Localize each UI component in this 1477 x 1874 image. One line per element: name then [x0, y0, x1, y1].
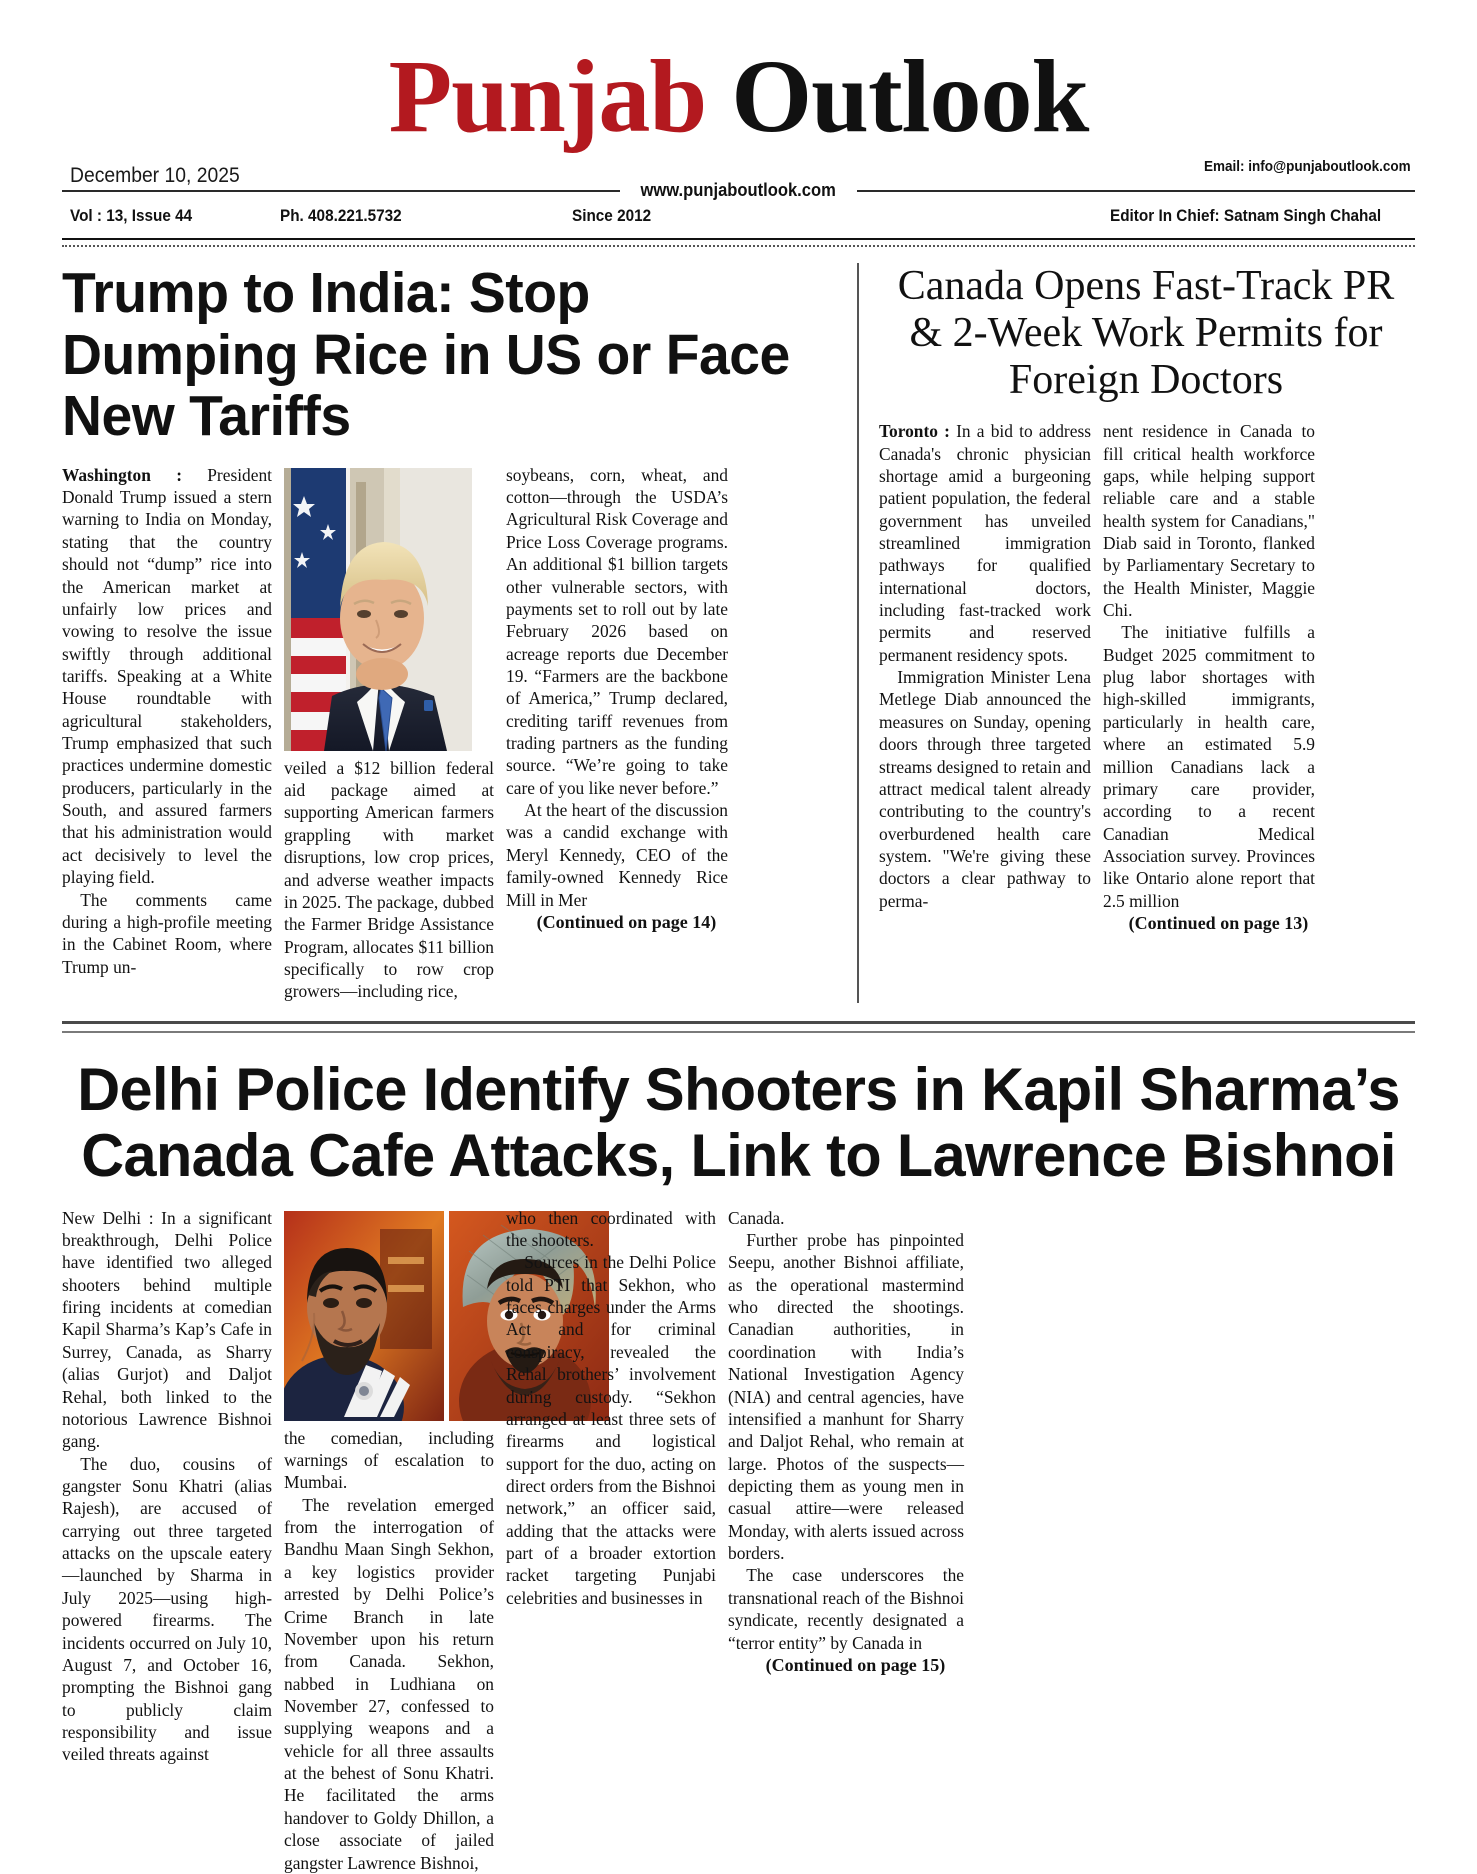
dateline: New Delhi :: [62, 1207, 162, 1228]
secondary-story-columns: [879, 420, 1413, 935]
paragraph: Immigration Minister Lena Metlege Diab announced the measures on Sunday, opening doors through three targeted streams designed to retain and attract medical talent already contributing to the country's overburdened health care system. "We're giving these doctors a clear pathway to perma-: [879, 667, 1091, 911]
top-section: [62, 263, 1415, 1003]
masthead-info-row-2: [62, 202, 1415, 236]
paragraph-text: In a bid to address Canada's chronic physician shortage amid a burgeoning patient population, the federal government has unveiled streamlined immigration pathways for qualified international doctors, including fast-tracked work permits and reserved permanent residency spots.: [879, 421, 1091, 665]
section-divider: [62, 1021, 1415, 1033]
paragraph: The duo, cousins of gangster Sonu Khatri (alias Rajesh), are accused of carrying out three targeted attacks on the upscale eatery—launched by Sharma in July 2025—using high-powered firearms. The incidents occurred on July 10, August 7, and October 16, prompting the Bishnoi gang to publicly claim responsibility and issue veiled threats against: [62, 1453, 272, 1765]
bottom-story-columns: [62, 1207, 1415, 1874]
lead-story-column-1: [62, 464, 284, 1003]
editor-in-chief: Editor In Chief: Satnam Singh Chahal: [1109, 206, 1381, 226]
bottom-story-headline[interactable]: Delhi Police Identify Shooters in Kapil Sharma’s Canada Cafe Attacks, Link to Lawrence Bishnoi: [77, 1055, 1400, 1189]
paragraph: The revelation emerged from the interrogation of Bandhu Maan Singh Sekhon, a key logistics provider arrested by Delhi Police’s Crime Branch in late November upon his return from Canada. Sekhon, nabbed in Ludhiana on November 27, confessed to supplying weapons and a vehicle for all three assaults at the behest of Sonu Khatri. He facilitated the arms handover to Goldy Dhillon, a close associate of jailed gangster Lawrence Bishnoi,: [284, 1494, 494, 1873]
paragraph: veiled a $12 billion federal aid package aimed at supporting American farmers grappling with market disruptions, low crop prices, and adverse weather impacts in 2025. The package, dubbed the Farmer Bridge Assistance Program, allocates $11 billion specifically to row crop growers—including rice,: [284, 757, 494, 1002]
continued-on-page[interactable]: (Continued on page 13): [1128, 913, 1309, 934]
paragraph: Sources in the Delhi Police told PTI that Sekhon, who faces charges under the Arms Act and for criminal conspiracy, revealed the Rehal brothers’ involvement during custody. “Sekhon arranged at least three sets of firearms and logistical support for the duo, acting on direct orders from the Bishnoi network,” an officer said, adding that the attacks were part of a broader extortion racket targeting Punjabi celebrities and businesses in: [506, 1252, 716, 1608]
masthead: [62, 0, 1415, 247]
lead-story-column-3: [506, 464, 728, 1003]
rule-left: [62, 190, 620, 192]
lead-story-headline[interactable]: Trump to India: Stop Dumping Rice in US or Face New Tariffs: [62, 261, 790, 449]
dateline: Washington :: [62, 464, 208, 485]
secondary-story: [857, 263, 1413, 1003]
volume-issue: Vol : 13, Issue 44: [70, 206, 193, 226]
paragraph-text: President Donald Trump issued a stern warning to India on Monday, stating that the country should not “dump” rice into the American market at unfairly low prices and vowing to resolve the issue swiftly through additional tariffs. Speaking at a White House roundtable with agricultural stakeholders, Trump emphasized that such practices undermine domestic producers, particularly in the South, and assured farmers that his administration would act decisively to level the playing field.: [62, 464, 272, 888]
paragraph: nent residence in Canada to fill critical health workforce gaps, while helping support reliable care and a stable health system for Canadians," Diab said in Toronto, flanked by Parliamentary Secretary to the Health Minister, Maggie Chi.: [1103, 421, 1315, 621]
paragraph: Canada.: [728, 1207, 785, 1228]
paragraph: The initiative fulfills a Budget 2025 commitment to plug labor shortages with high-skilled immigrants, particularly in health care, where an estimated 5.9 million Canadians lack a primary care provider, according to a recent Canadian Medical Association survey. Provinces like Ontario alone report that 2.5 million: [1103, 622, 1315, 911]
continued-on-page[interactable]: (Continued on page 14): [536, 911, 717, 932]
secondary-story-column-1: [879, 420, 1103, 935]
trump-photo-image: [284, 468, 472, 751]
publication-date: December 10, 2025: [70, 164, 240, 188]
newspaper-title-outlook: Outlook: [706, 39, 1089, 154]
secondary-story-column-2: [1103, 420, 1315, 935]
bottom-story-column-1: [62, 1207, 284, 1874]
paragraph: [62, 1207, 272, 1453]
paragraph-text: In a significant breakthrough, Delhi Police have identified two alleged shooters behind multiple firing incidents at comedian Kapil Sharma’s Kap’s Cafe in Surrey, Canada, as Sharry (alias Gurjot) and Daljot Rehal, both linked to the notorious Lawrence Bishnoi gang.: [62, 1207, 272, 1452]
website-rule-row: [62, 180, 1415, 201]
dateline: Toronto :: [879, 421, 957, 442]
masthead-divider: [62, 238, 1415, 247]
paragraph: Further probe has pinpointed Seepu, another Bishnoi affiliate, as the operational mastermind who directed the shootings. Canadian authorities, in coordination with India’s National Investigation Agency (NIA) and central agencies, have intensified a manhunt for Sharry and Daljot Rehal, who remain at large. Photos of the suspects—depicting them as young men in casual attire—were released Monday, with alerts issued across borders.: [728, 1230, 964, 1564]
paragraph: The comments came during a high-profile meeting in the Cabinet Room, where Trump un-: [62, 889, 272, 977]
bottom-story-column-4: [728, 1207, 964, 1874]
bottom-story-column-3: [506, 1207, 728, 1874]
paragraph: [879, 420, 1091, 666]
contact-email[interactable]: Email: info@punjaboutlook.com: [1204, 158, 1411, 176]
paragraph: soybeans, corn, wheat, and cotton—through the USDA’s Agricultural Risk Coverage and Price Loss Coverage programs. An additional $1 billion targets other vulnerable sectors, with payments set to roll out by late February 2026 based on acreage reports due December 19. “Farmers are the backbone of America,” Trump declared, crediting tariff revenues from trading partners as the funding source. “We’re going to take care of you like never before.”: [506, 464, 728, 798]
paragraph: At the heart of the discussion was a candid exchange with Meryl Kennedy, CEO of the family-owned Kennedy Rice Mill in Mer: [506, 800, 728, 910]
bottom-story-column-2: [284, 1207, 506, 1874]
lead-story-column-2: [284, 464, 506, 1003]
since-year: Since 2012: [572, 206, 652, 226]
lead-story-columns: [62, 464, 839, 1003]
trump-photo: [284, 468, 472, 751]
continued-on-page[interactable]: (Continued on page 15): [765, 1654, 946, 1675]
secondary-story-headline[interactable]: Canada Opens Fast-Track PR & 2-Week Work Permits for Foreign Doctors: [897, 263, 1395, 404]
newspaper-title-punjab: Punjab: [388, 39, 707, 154]
lead-story: [62, 263, 857, 1003]
paragraph: who then coordinated with the shooters.: [506, 1207, 716, 1251]
phone-number: Ph. 408.221.5732: [280, 206, 402, 226]
rule-right: [857, 190, 1415, 192]
paragraph: the comedian, including warnings of escalation to Mumbai.: [284, 1427, 494, 1493]
newspaper-title: [62, 39, 1415, 154]
website-url[interactable]: www.punjaboutlook.com: [640, 180, 837, 201]
bottom-story: [62, 1057, 1415, 1874]
paragraph: [62, 464, 272, 889]
paragraph: The case underscores the transnational reach of the Bishnoi syndicate, recently designated a “terror entity” by Canada in: [728, 1565, 964, 1653]
masthead-info-row-1: [62, 156, 1415, 200]
